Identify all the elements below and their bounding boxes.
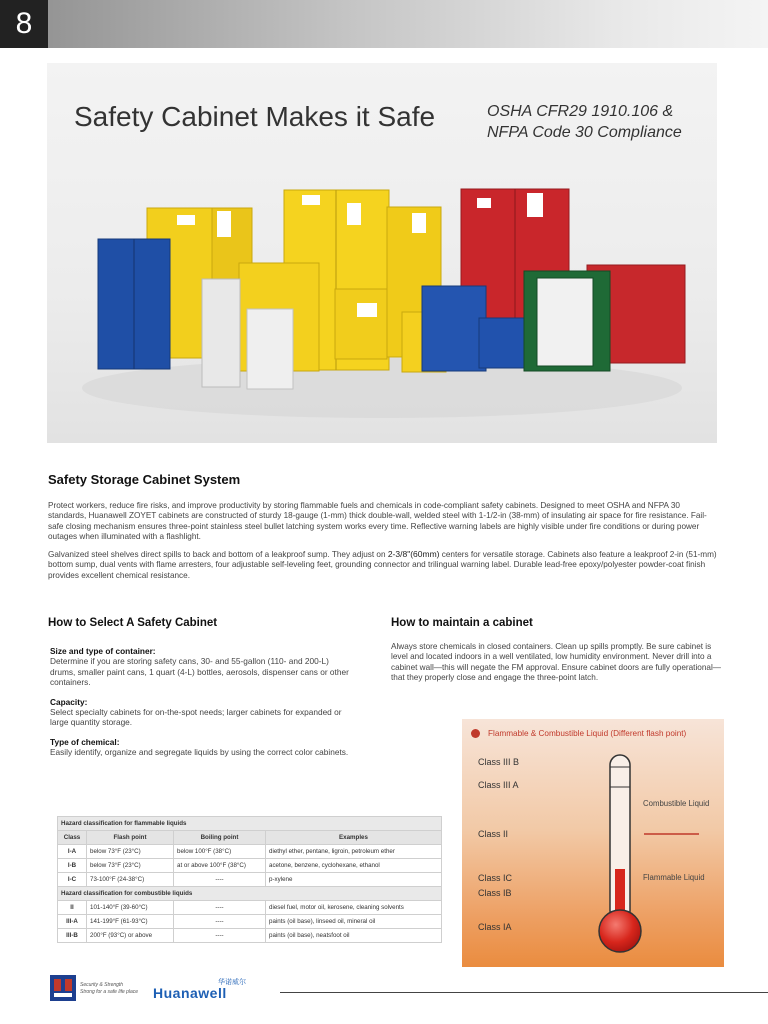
storage-para-2b: centers for versatile storage. Cabinets also feature a leakproof 2-in (51-mm) bottom sump, dual vents with flame arresters, four adjustable self-leveling feet, grounding connector and trilingual warning label. Durable lead-free epoxy/polyester powder-coat finish provides excellent chemical resistance. (48, 550, 717, 580)
table-row (58, 929, 442, 943)
select-item (50, 737, 350, 758)
select-list (50, 646, 350, 767)
table-row (58, 845, 442, 859)
table-row (58, 873, 442, 887)
col-boiling: Boiling point (174, 831, 266, 845)
flammable-label: Flammable Liquid (643, 873, 705, 882)
hero-subtitle-line1: OSHA CFR29 1910.106 & (487, 103, 674, 120)
select-item-label: Size and type of container: (50, 646, 156, 656)
combustible-label: Combustible Liquid (643, 799, 710, 808)
table-header-row (58, 831, 442, 845)
hero-subtitle (487, 101, 682, 143)
footer-tagline (80, 982, 138, 996)
cell-flash: 73-100°F (24-38°C) (87, 873, 174, 887)
cell-examples: paints (oil base), neatsfoot oil (266, 929, 442, 943)
hero-title: Safety Cabinet Makes it Safe (74, 101, 436, 132)
hero-banner (47, 63, 717, 443)
section-flammable: Hazard classification for flammable liquids (58, 817, 442, 831)
col-examples: Examples (266, 831, 442, 845)
hero-subtitle-line2: NFPA Code 30 Compliance (487, 124, 682, 141)
select-item-label: Type of chemical: (50, 736, 120, 747)
cell-class: I-A (58, 845, 87, 859)
cell-class: I-B (58, 859, 87, 873)
page-number: 8 (0, 0, 48, 48)
cell-class: III-A (58, 915, 87, 929)
cell-class: I-C (58, 873, 87, 887)
class-label: Class IC (478, 873, 513, 883)
table-section-row (58, 887, 442, 901)
select-item (50, 646, 350, 688)
hazard-table (57, 816, 442, 943)
cell-examples: paints (oil base), linseed oil, mineral oil (266, 915, 442, 929)
storage-para-2 (48, 549, 720, 581)
cell-examples: diesel fuel, motor oil, kerosene, cleaning solvents (266, 901, 442, 915)
cell-examples: acetone, benzene, cyclohexane, ethanol (266, 859, 442, 873)
cell-boiling: ---- (174, 873, 266, 887)
col-flash: Flash point (87, 831, 174, 845)
brand-logo: Huanawell (153, 985, 227, 1001)
brand-chinese: 华诺威尔 (218, 979, 246, 986)
shelf-spacing: 2-3/8"(60mm) (387, 549, 440, 560)
thermometer-icon (462, 719, 724, 967)
cell-flash: 141-199°F (61-93°C) (87, 915, 174, 929)
tagline-line2: Strong for a safe life place (80, 989, 139, 995)
shield-logo-icon (49, 974, 77, 1002)
table-row (58, 859, 442, 873)
header-bar (0, 0, 768, 48)
select-item-label: Capacity: (50, 696, 88, 707)
select-item (50, 697, 350, 728)
table-row (58, 901, 442, 915)
col-class: Class (58, 831, 87, 845)
select-item-text: Determine if you are storing safety cans, 30- and 55-gallon (110- and 200-L) drums, smaller paint cans, 1 quart (4-L) bottles, aerosols, dispenser cans or other containers. (50, 656, 349, 688)
class-label: Class IA (478, 922, 512, 932)
storage-para-2a: Galvanized steel shelves direct spills to back and bottom of a leakproof sump. They adjust on (48, 550, 388, 560)
cell-flash: below 73°F (23°C) (87, 845, 174, 859)
cell-examples: diethyl ether, pentane, ligroin, petroleum ether (266, 845, 442, 859)
class-label: Class III A (478, 780, 519, 790)
class-label: Class II (478, 829, 509, 839)
cell-class: II (58, 901, 87, 915)
table-row (58, 915, 442, 929)
select-heading: How to Select A Safety Cabinet (48, 617, 218, 629)
cell-boiling: ---- (174, 901, 266, 915)
cell-flash: 101-140°F (39-60°C) (87, 901, 174, 915)
cell-flash: 200°F (93°C) or above (87, 929, 174, 943)
class-label: Class IB (478, 888, 512, 898)
cell-boiling: ---- (174, 915, 266, 929)
cell-boiling: ---- (174, 929, 266, 943)
tagline-line1: Security & Strength (80, 982, 124, 988)
storage-para-1: Protect workers, reduce fire risks, and improve productivity by storing flammable fuels and chemicals in code-compliant safety cabinets. Designed to meet OSHA and NFPA 30 standards, Huanawell ZOYET cabinets are constructed of sturdy 18-gauge (1-mm) thick double-wall, welded steel with 1-1/2-in (38-mm) of insulating air space for fire resistance. Fail-safe closing mechanism ensures three-point stainless steel bullet latching system works every time. Reflective warning labels are highly visible under fire conditions or during power outages when illuminated with a flashlight. (48, 501, 707, 541)
footer-divider (280, 992, 768, 993)
cell-flash: below 73°F (23°C) (87, 859, 174, 873)
class-label: Class III B (478, 757, 520, 767)
select-item-text: Easily identify, organize and segregate liquids by using the correct color cabinets. (50, 747, 349, 758)
section-combustible: Hazard classification for combustible liquids (58, 887, 442, 901)
thermometer-panel (462, 719, 724, 967)
cell-examples: p-xylene (266, 873, 442, 887)
maintain-text: Always store chemicals in closed containers. Clean up spills promptly. Be sure cabinet is level and located indoors in a well ventilated, low humidity environment. Never drill into a cabinet wall—this will negate the FM approval. Ensure cabinet doors are fully operational—that they properly close and engage the three-point latch. (391, 642, 721, 682)
cell-class: III-B (58, 929, 87, 943)
storage-heading: Safety Storage Cabinet System (48, 472, 241, 487)
storage-body (48, 501, 720, 588)
cell-boiling: at or above 100°F (38°C) (174, 859, 266, 873)
legend-text: Flammable & Combustible Liquid (Different flash point) (488, 729, 687, 738)
select-item-text: Select specialty cabinets for on-the-spot needs; larger cabinets for expanded or large quantity storage. (50, 707, 342, 728)
table-section-row (58, 817, 442, 831)
cell-boiling: below 100°F (38°C) (174, 845, 266, 859)
maintain-heading: How to maintain a cabinet (391, 617, 533, 629)
